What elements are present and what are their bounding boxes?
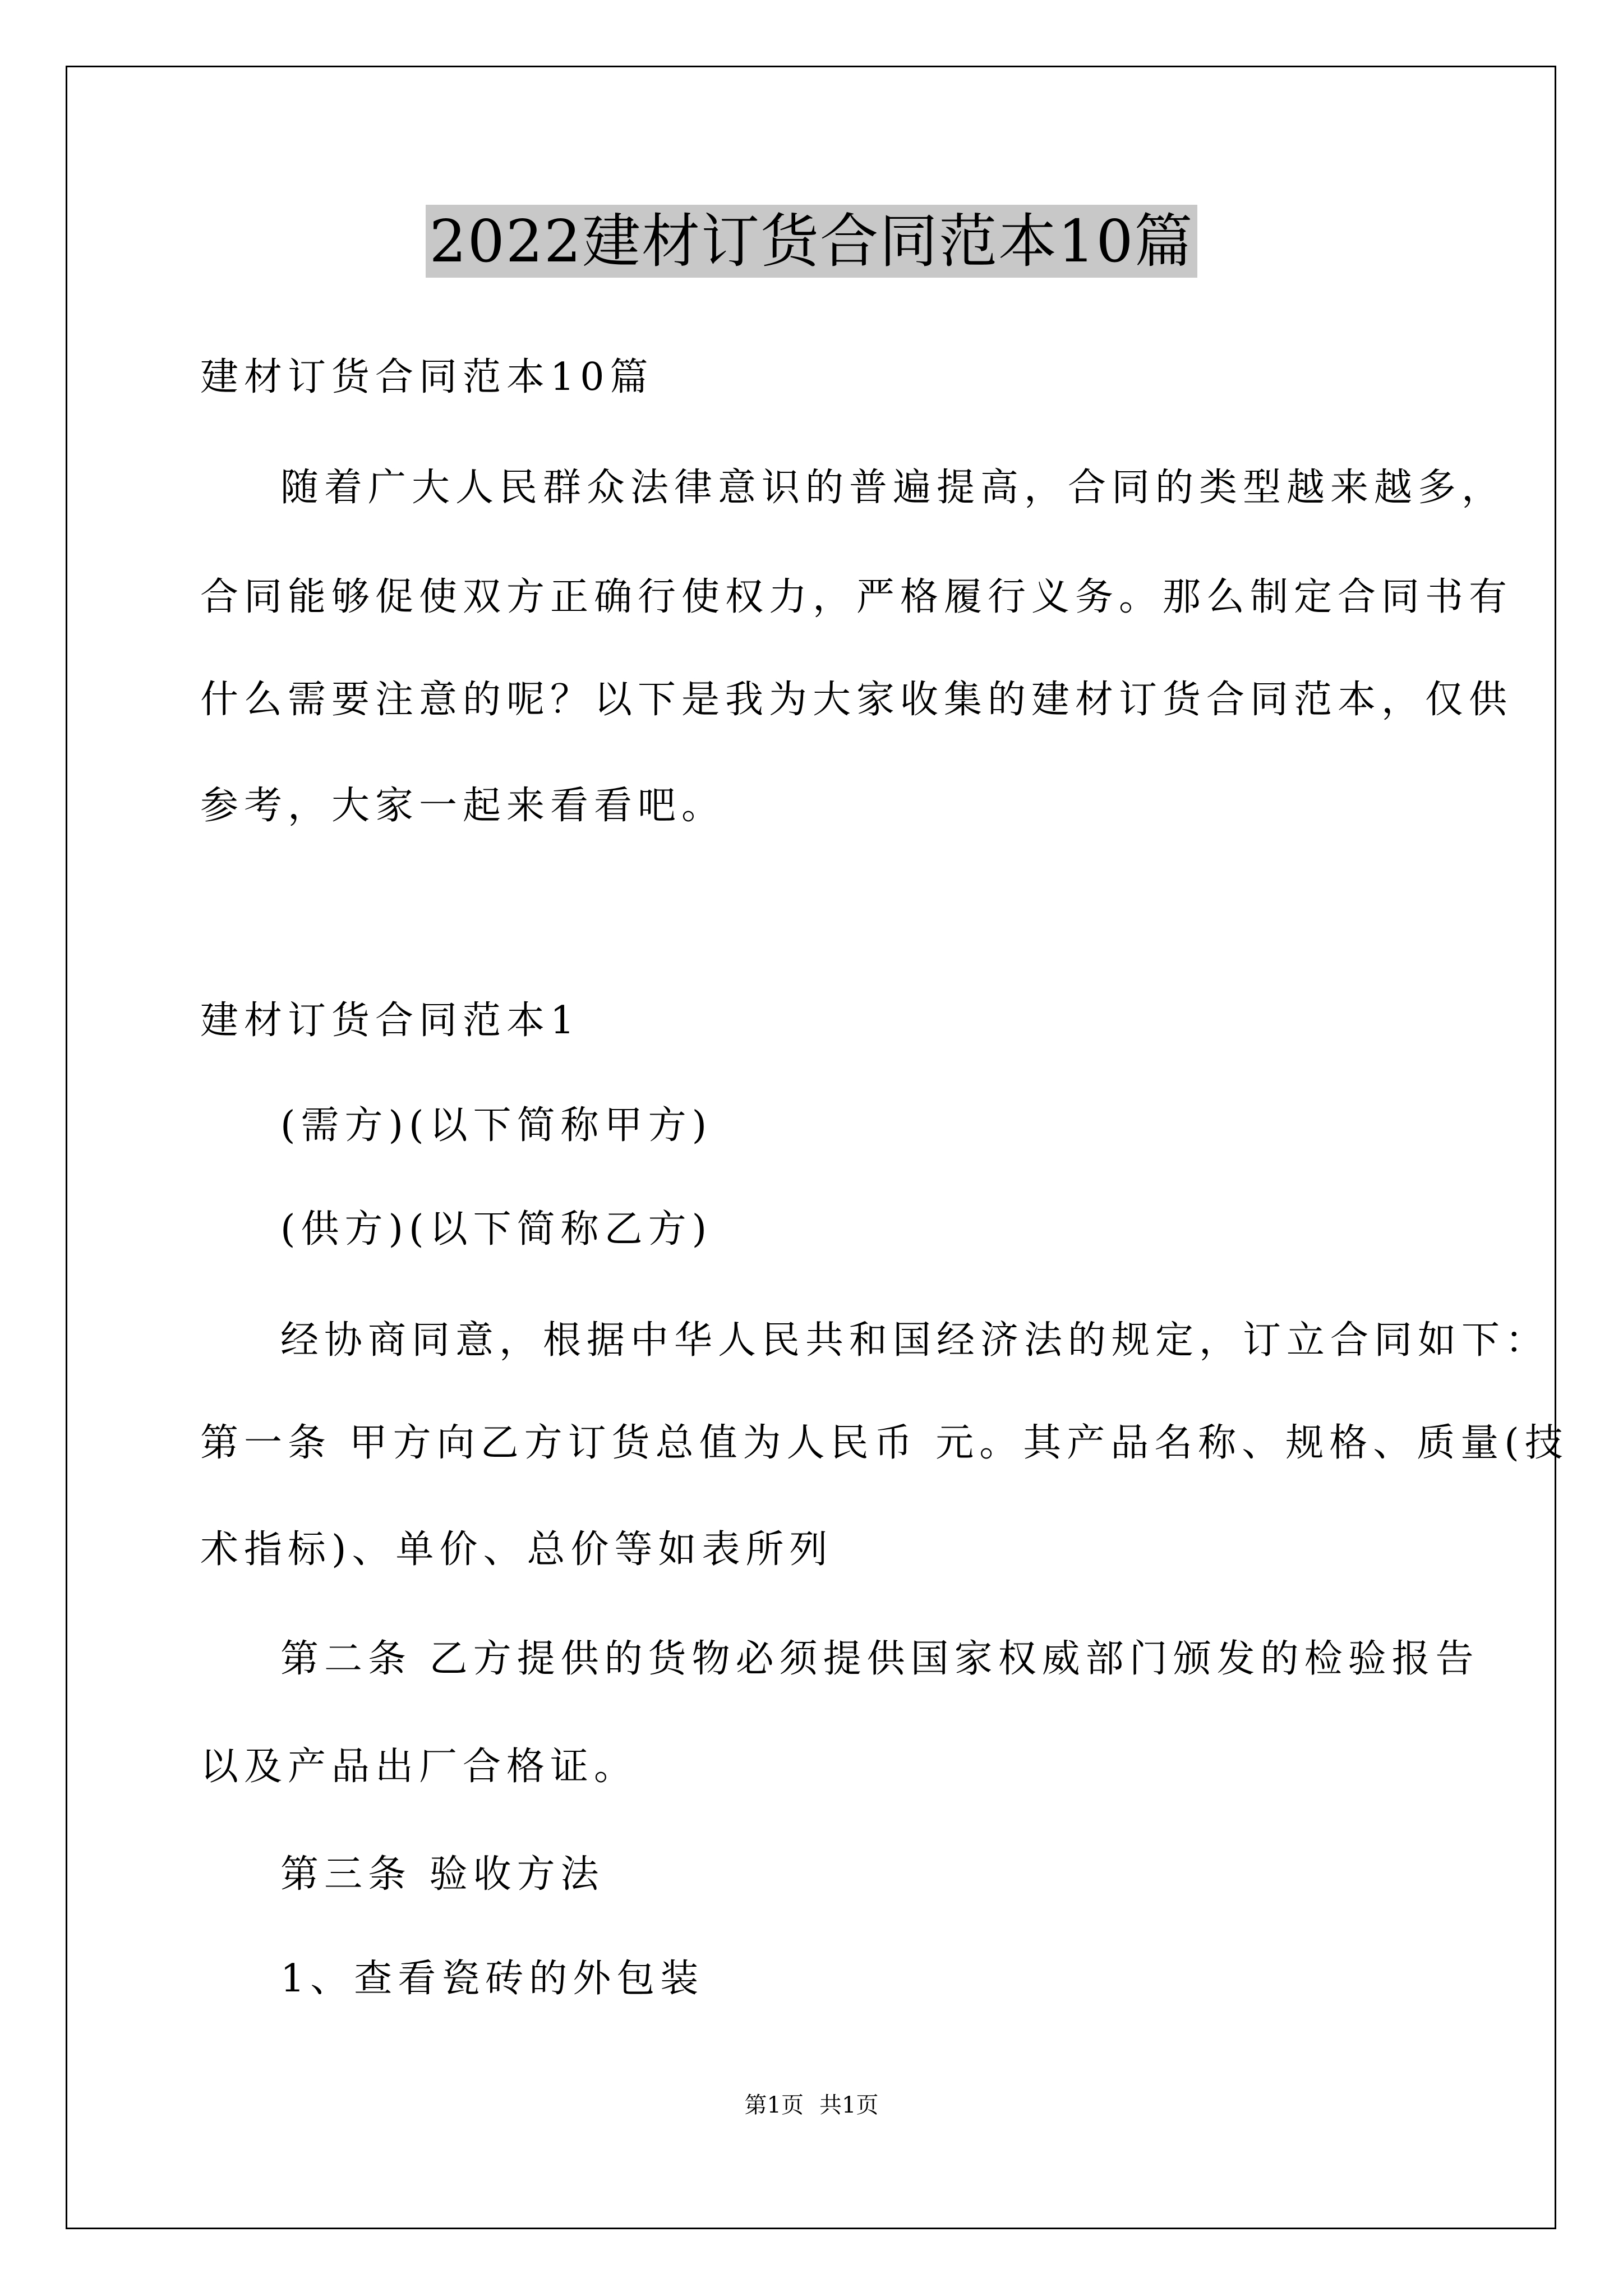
intro-line-4: 参考，大家一起来看看吧。 xyxy=(200,784,726,828)
agreement-line: 经协商同意，根据中华人民共和国经济法的规定，订立合同如下： xyxy=(280,1318,1550,1363)
item-1-line: 1、查看瓷砖的外包装 xyxy=(280,1957,704,2001)
article-1-line-1: 第一条 甲方向乙方订货总值为人民币 元。其产品名称、规格、质量(技 xyxy=(200,1421,1569,1465)
page-current: 第1页 xyxy=(744,2092,804,2118)
document-title: 2022建材订货合同范本10篇 xyxy=(426,205,1197,278)
page-footer xyxy=(0,2091,1623,2119)
party-a-line: (需方)(以下简称甲方) xyxy=(280,1103,713,1148)
article-2-line-1: 第二条 乙方提供的货物必须提供国家权威部门颁发的检验报告 xyxy=(280,1637,1479,1681)
intro-line-1: 随着广大人民群众法律意识的普遍提高，合同的类型越来越多， xyxy=(280,466,1506,510)
article-2-line-2: 以及产品出厂合格证。 xyxy=(200,1745,638,1789)
party-b-line: (供方)(以下简称乙方) xyxy=(280,1207,713,1251)
document-subtitle: 建材订货合同范本10篇 xyxy=(200,355,654,399)
intro-line-3: 什么需要注意的呢？以下是我为大家收集的建材订货合同范本，仅供 xyxy=(200,678,1513,722)
title-container xyxy=(0,205,1623,278)
section-title: 建材订货合同范本1 xyxy=(200,999,580,1043)
intro-line-2: 合同能够促使双方正确行使权力，严格履行义务。那么制定合同书有 xyxy=(200,575,1513,619)
article-3-line: 第三条 验收方法 xyxy=(280,1852,605,1897)
page-total: 共1页 xyxy=(819,2092,879,2118)
article-1-line-2: 术指标)、单价、总价等如表所列 xyxy=(200,1527,833,1572)
